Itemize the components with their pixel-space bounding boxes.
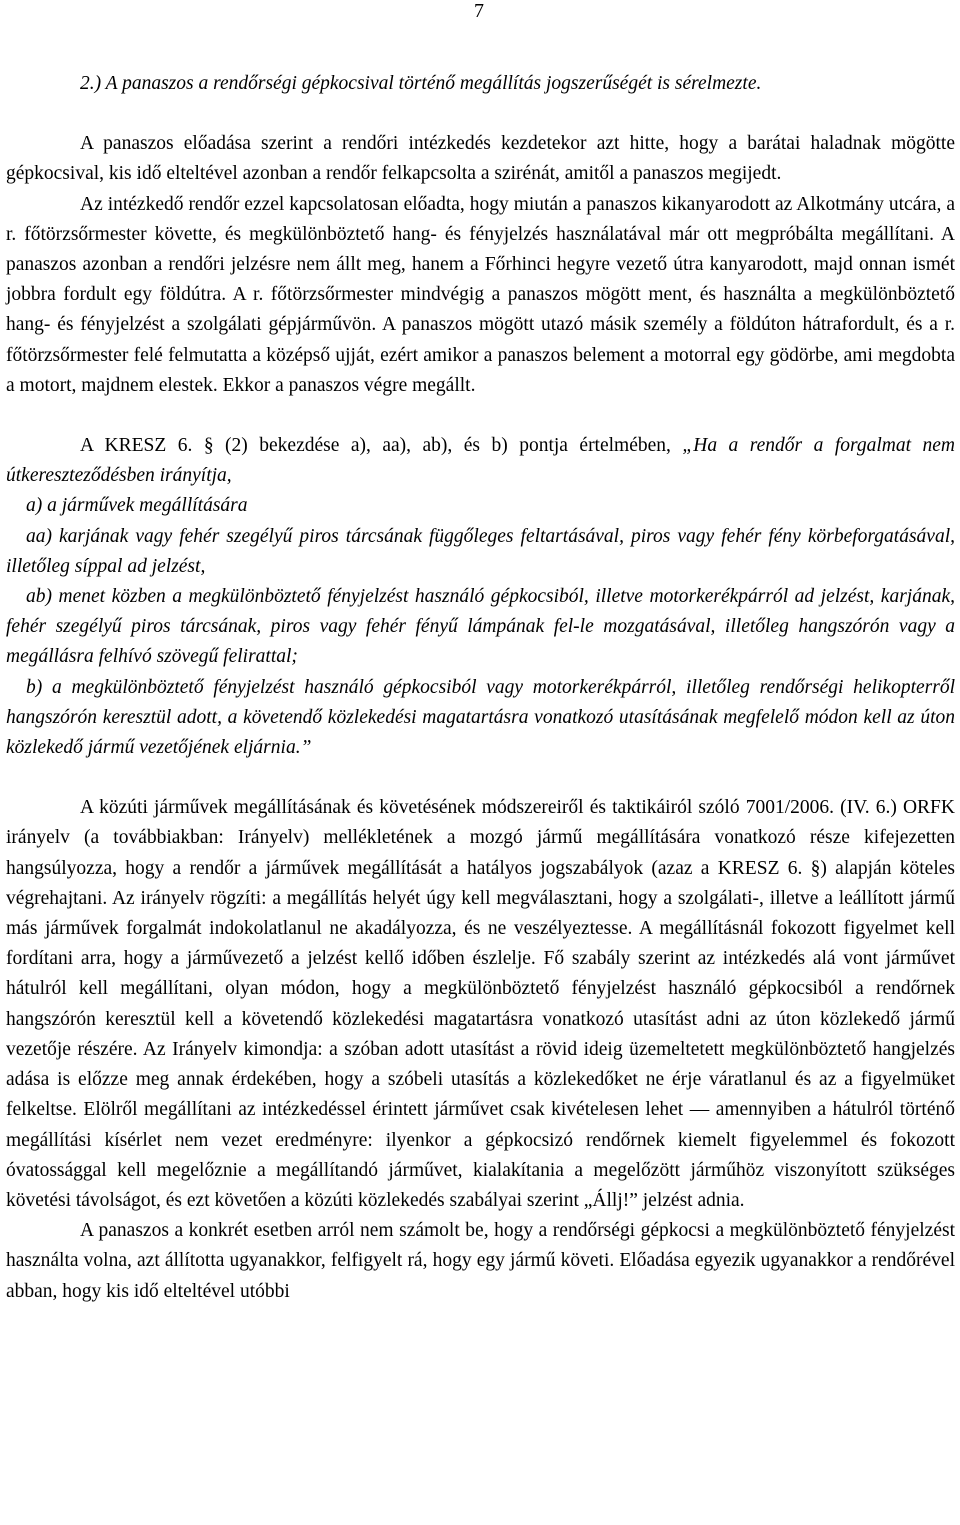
kresz-intro: A KRESZ 6. § (2) bekezdése a), aa), ab), és b) pontja értelmében, bbox=[80, 435, 683, 457]
kresz-point-aa: aa) karjának vagy fehér szegélyű piros tárcsának függőleges feltartásával, piros vagy fehér fény körbeforgatásával, illetőleg síppal ad jelzést, bbox=[6, 525, 955, 577]
kresz-point-a: a) a járművek megállítására bbox=[26, 495, 248, 517]
kresz-point-ab: ab) menet közben a megkülönböztető fényjelzést használó gépkocsiból, illetve motorkerékpárról ad jelzést, karjának, fehér szegélyű piros tárcsának, piros vagy fehér fényű lámpának fel-le mozgatásával, illetőleg hangszórón vagy a megállásra felhívó szövegű felirattal; bbox=[6, 586, 955, 668]
paragraph-concrete-case: A panaszos a konkrét esetben arról nem számolt be, hogy a rendőrségi gépkocsi a megkülönböztető fényjelzést használta volna, azt állította ugyanakkor, felfigyelt rá, hogy egy jármű követi. Előadása egyezik ugyanakkor a rendőrével abban, hogy kis idő elteltével utóbbi bbox=[6, 1220, 955, 1302]
section-heading: 2.) A panaszos a rendőrségi gépkocsival történő megállítás jogszerűségét is sérelmezte. bbox=[80, 73, 762, 94]
kresz-point-b: b) a megkülönböztető fényjelzést használó gépkocsiból vagy motorkerékpárról, illetőleg rendőrségi helikopterről hangszórón keresztül adott, a követendő közlekedési magatartásra vonatkozó utasításának megfelelő módon kell az úton közlekedő jármű vezetőjének eljárnia.” bbox=[6, 676, 955, 759]
kresz-quote-opening: „Ha a rendőr a forgalmat nem útkereszteződésben irányítja, bbox=[6, 435, 955, 487]
paragraph-officer-account: Az intézkedő rendőr ezzel kapcsolatosan előadta, hogy miután a panaszos kikanyarodott az Alkotmány utcára, a r. főtörzsőrmester követte, és megkülönböztető hang- és fényjelzés használatával már ott megpróbálta megállítani. A panaszos azonban a rendőri jelzésre nem állt meg, hanem a Főrhinci hegyre vezető útra kanyarodott, majd onnan ismét jobbra fordult egy földútra. A r. főtörzsőrmester mindvégig a panaszos mögött ment, és használta a megkülönböztető hang- és fényjelzést a szolgálati gépjárművön. A panaszos mögött utazó másik személy a földúton hátrafordult, és a r. főtörzsőrmester felé felmutatta a középső ujját, ezért amikor a panaszos belement a motorral egy gödörbe, ami megdobta a motort, majdnem elestek. Ekkor a panaszos végre megállt. bbox=[6, 193, 955, 396]
paragraph-complainant-account: A panaszos előadása szerint a rendőri intézkedés kezdetekor azt hitte, hogy a barátai haladnak mögötte gépkocsival, kis idő elteltével azonban a rendőr felkapcsolta a szirénát, amitől a panaszos megijedt. bbox=[6, 133, 955, 185]
paragraph-kresz-citation bbox=[6, 431, 955, 491]
page-number: 7 bbox=[474, 0, 484, 22]
paragraph-orfk-guideline: A közúti járművek megállításának és követésének módszereiről és taktikáiról szóló 7001/2006. (IV. 6.) ORFK irányelv (a továbbiakban: Irányelv) mellékletének a mozgó jármű megállítására vonatkozó része kifejezetten hangsúlyozza, hogy a rendőr a járművek megállítását a hatályos jogszabályok (azaz a KRESZ 6. §) alapján köteles végrehajtani. Az irányelv rögzíti: a megállítás helyét úgy kell megválasztani, hogy a szolgálati-, illetve a leállított jármű más járművek forgalmát indokolatlanul ne akadályozza, és ne veszélyeztesse. A megállításnál fokozott figyelmet kell fordítani arra, hogy a járművezető a jelzést kellő időben észlelje. Fő szabály szerint az intézkedés alá vont járművet hátulról kell megállítani, olyan módon, hogy a megkülönböztető fényjelzést használó gépkocsiból a rendőrnek hangszórón keresztül kell a követendő közlekedési magatartásra vonatkozó utasítást adni az úton közlekedő jármű vezetője részére. Az Irányelv kimondja: a szóban adott utasítást a rövid ideig üzemeltetett megkülönböztető hangjelzés adása is előzze meg annak érdekében, hogy a szóbeli utasítás a közlekedőket ne érje váratlanul és az a figyelmüket felkeltse. Elölről megállítani az intézkedéssel érintett járművet csak kivételesen lehet — amennyiben a hátulról történő megállítási kísérlet nem vezet eredményre: ilyenkor a gépkocsizó rendőrnek kiemelt figyelemmel és fokozott óvatossággal kell megelőznie a megállítandó járművet, kialakítania a megelőzött járműhöz viszonyított szükséges követési távolságot, és ezt követően a közúti közlekedés szabályai szerint „Állj!” jelzést adnia. bbox=[6, 797, 955, 1211]
